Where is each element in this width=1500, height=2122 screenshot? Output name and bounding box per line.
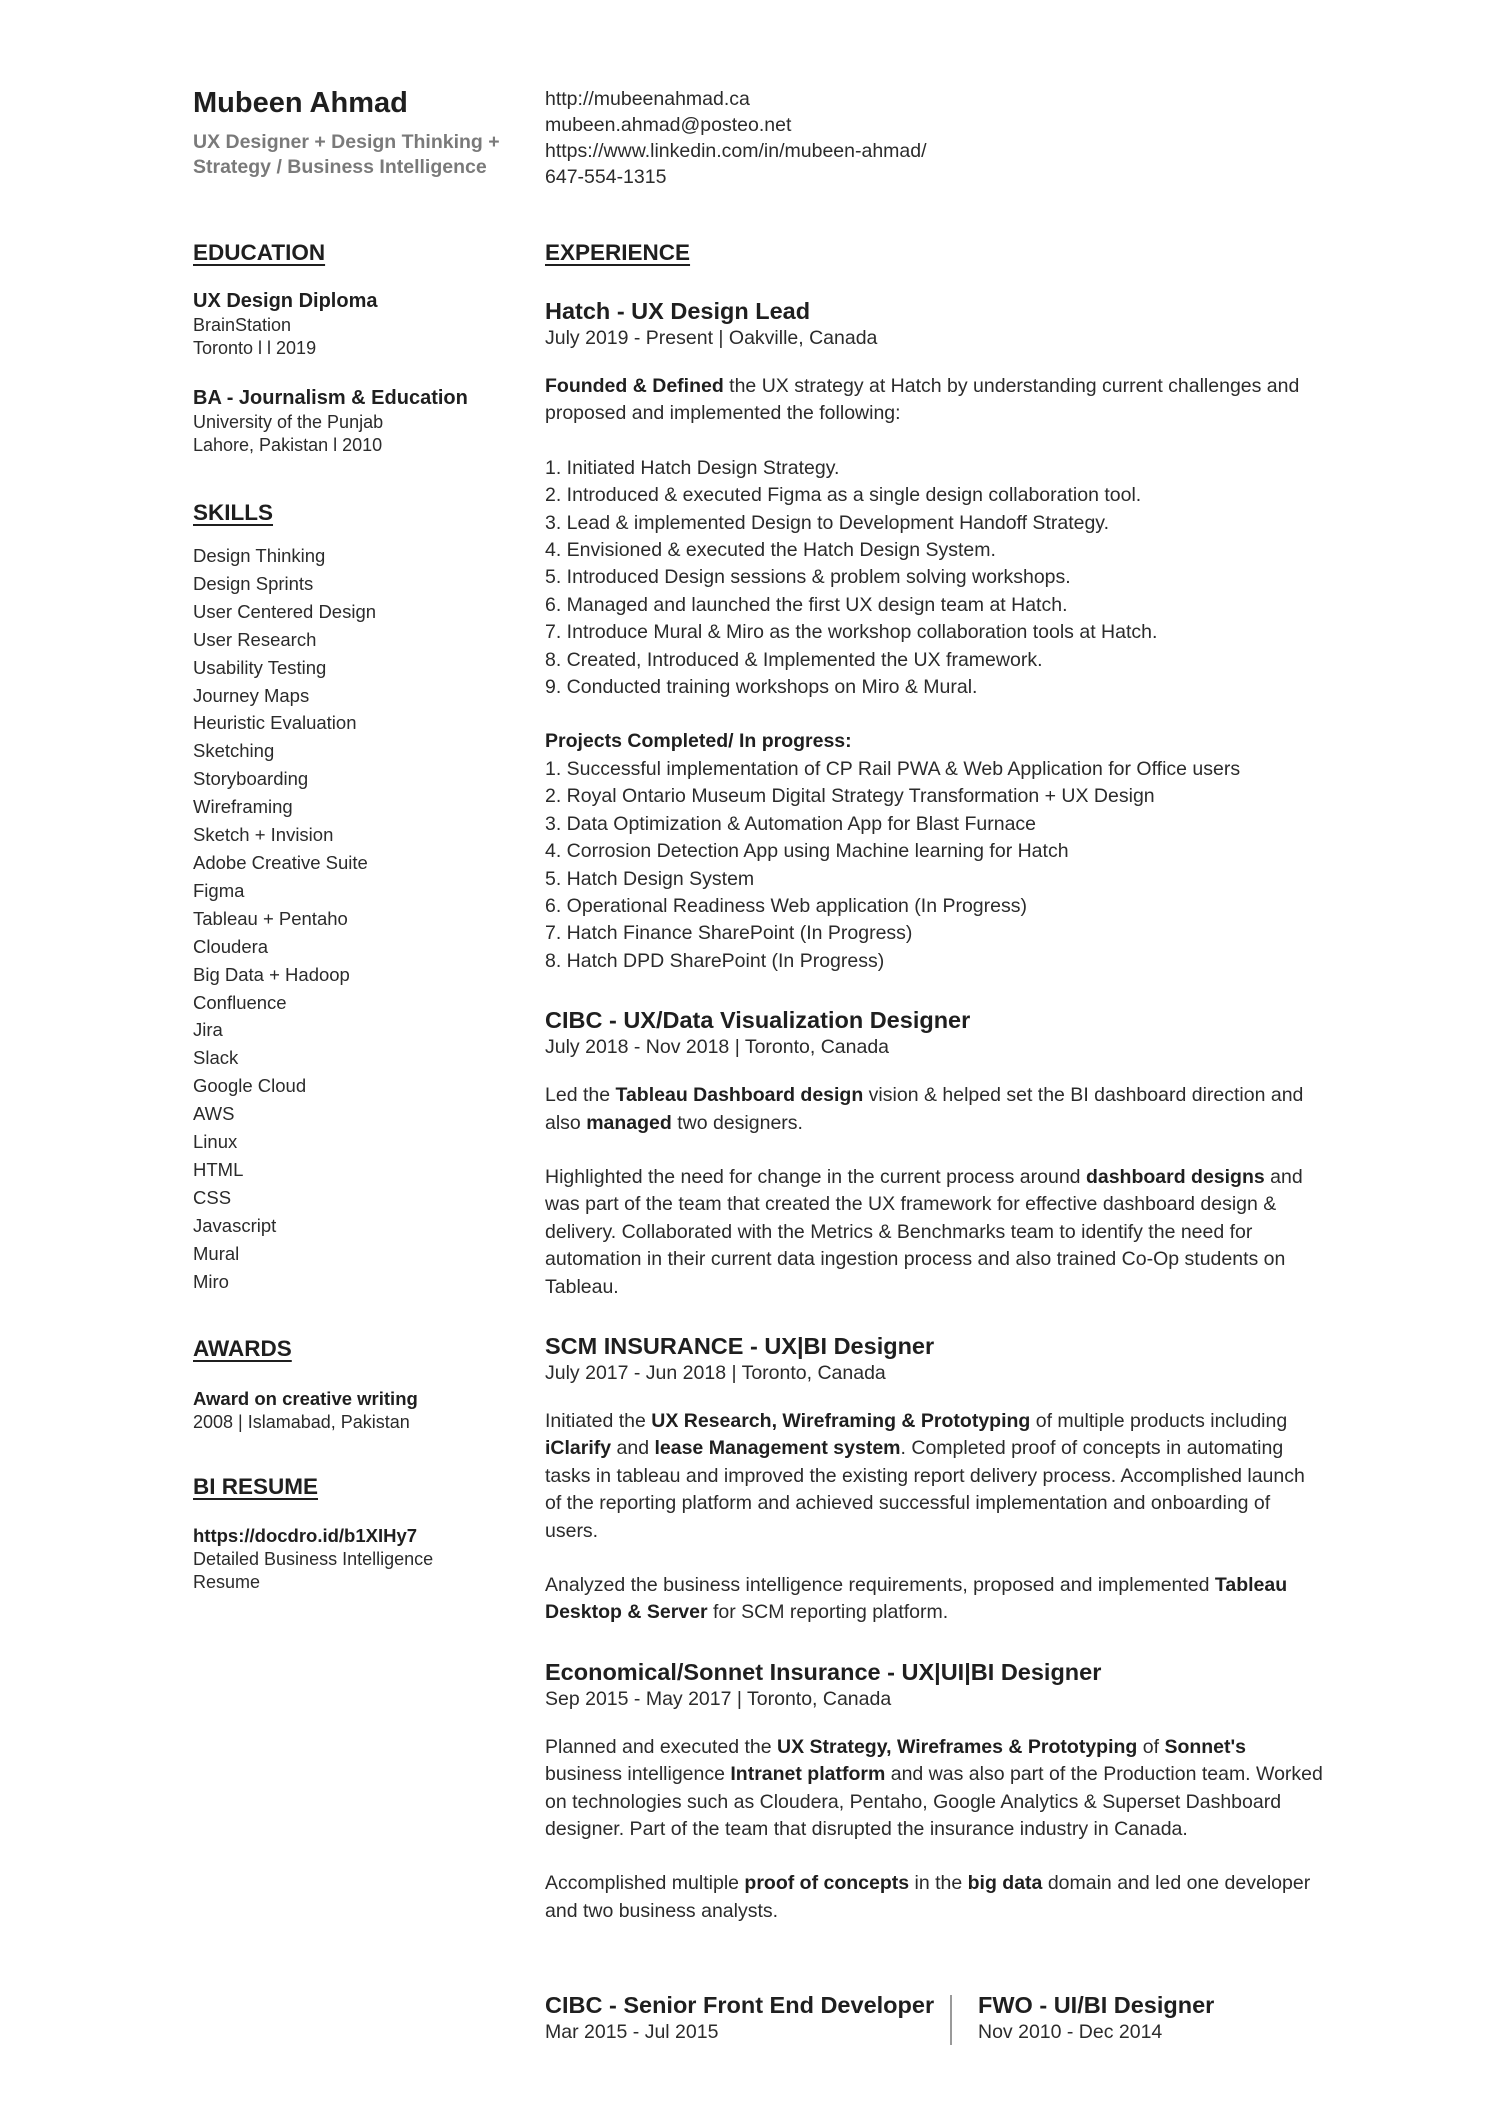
job-cibc-developer xyxy=(545,1990,934,2045)
job-scm xyxy=(545,1331,1325,1627)
skill-item: Wireframing xyxy=(193,796,293,818)
job-meta: July 2017 - Jun 2018 | Toronto, Canada xyxy=(545,1361,886,1384)
skill-item: Sketching xyxy=(193,740,275,762)
skills-section xyxy=(193,500,523,1295)
skills-heading: SKILLS xyxy=(193,500,274,525)
tagline-line: Strategy / Business Intelligence xyxy=(193,156,487,178)
project-item: 5. Hatch Design System xyxy=(545,867,755,890)
job-title: Hatch - UX Design Lead xyxy=(545,298,811,324)
header-identity xyxy=(193,84,513,180)
tagline xyxy=(193,130,513,180)
skill-item: Linux xyxy=(193,1131,238,1153)
emphasis: UX Research, Wireframing & Prototyping xyxy=(651,1409,1031,1432)
skill-item: Sketch + Invision xyxy=(193,824,334,846)
achievement-item: 8. Created, Introduced & Implemented the UX framework. xyxy=(545,648,1043,671)
emphasis: lease Management system xyxy=(654,1437,901,1460)
text: of multiple products including xyxy=(1030,1409,1288,1432)
email-link[interactable]: mubeen.ahmad@posteo.net xyxy=(545,114,792,136)
award-item xyxy=(193,1387,523,1434)
award-meta: 2008 | Islamabad, Pakistan xyxy=(193,1412,410,1432)
project-item: 1. Successful implementation of CP Rail PWA & Web Application for Office users xyxy=(545,757,1241,780)
text: Highlighted the need for change in the current process around xyxy=(545,1165,1086,1188)
earlier-roles-row xyxy=(545,1990,1325,2050)
bi-resume-description: Detailed Business Intelligence Resume xyxy=(193,1549,434,1592)
contact-block xyxy=(545,86,1245,190)
skill-item: Mural xyxy=(193,1242,240,1264)
projects-heading: Projects Completed/ In progress: xyxy=(545,730,852,753)
job-summary xyxy=(545,373,1325,428)
job-paragraph xyxy=(545,1870,1325,1925)
phone-number: 647-554-1315 xyxy=(545,166,667,188)
text: business intelligence xyxy=(545,1763,731,1786)
school-name: BrainStation xyxy=(193,315,292,335)
skill-item: Confluence xyxy=(193,991,287,1013)
experience-heading: EXPERIENCE xyxy=(545,240,691,265)
text: and xyxy=(611,1437,655,1460)
bi-resume-section xyxy=(193,1474,523,1594)
skill-item: Javascript xyxy=(193,1214,277,1236)
skill-item: Heuristic Evaluation xyxy=(193,712,357,734)
experience-section xyxy=(545,240,1325,1925)
text: Initiated the xyxy=(545,1409,652,1432)
vertical-divider xyxy=(950,1995,952,2045)
school-place: Lahore, Pakistan l 2010 xyxy=(193,435,383,455)
achievement-item: 2. Introduced & executed Figma as a single design collaboration tool. xyxy=(545,484,1142,507)
education-heading: EDUCATION xyxy=(193,240,326,265)
job-paragraph xyxy=(545,1164,1325,1301)
project-item: 2. Royal Ontario Museum Digital Strategy Transformation + UX Design xyxy=(545,785,1155,808)
project-item: 7. Hatch Finance SharePoint (In Progress) xyxy=(545,922,913,945)
candidate-name: Mubeen Ahmad xyxy=(193,87,408,119)
text: . Completed proof of concepts in automating tasks in tableau and improved the existing report delivery process. Accomplished launch of the reporting platform and achieved successful implementation and onboarding of users. xyxy=(545,1437,1305,1542)
skill-item: Design Sprints xyxy=(193,572,314,594)
awards-heading: AWARDS xyxy=(193,1336,292,1361)
skill-item: Big Data + Hadoop xyxy=(193,963,350,985)
education-item xyxy=(193,289,523,360)
school-name: University of the Punjab xyxy=(193,412,384,432)
achievement-item: 3. Lead & implemented Design to Development Handoff Strategy. xyxy=(545,511,1110,534)
job-meta: July 2019 - Present | Oakville, Canada xyxy=(545,327,878,349)
skill-item: CSS xyxy=(193,1186,232,1208)
emphasis: iClarify xyxy=(545,1437,612,1460)
education-section xyxy=(193,240,523,457)
project-item: 3. Data Optimization & Automation App for Blast Furnace xyxy=(545,812,1037,835)
award-title: Award on creative writing xyxy=(193,1388,418,1409)
emphasis: Tableau Desktop & Server xyxy=(545,1574,1288,1624)
job-cibc xyxy=(545,1005,1325,1301)
job-title: Economical/Sonnet Insurance - UX|UI|BI Designer xyxy=(545,1658,1102,1685)
project-item: 8. Hatch DPD SharePoint (In Progress) xyxy=(545,949,885,972)
skill-item: HTML xyxy=(193,1158,244,1180)
school-place: Toronto l l 2019 xyxy=(193,338,317,358)
emphasis: big data xyxy=(967,1872,1043,1895)
skill-item: Slack xyxy=(193,1047,239,1069)
text: and was also part of the Production team. Worked on technologies such as Cloudera, Pentaho, Google Analytics & Superset Dashboard designer. Part of the team that disrupted the insurance industry in Canada. xyxy=(545,1763,1323,1841)
hatch-achievements-list xyxy=(545,455,1325,702)
bi-resume-item xyxy=(193,1524,523,1594)
skill-item: Journey Maps xyxy=(193,684,310,706)
skill-item: AWS xyxy=(193,1103,235,1125)
text: for SCM reporting platform. xyxy=(707,1601,949,1624)
tagline-line: UX Designer + Design Thinking + xyxy=(193,131,500,153)
text: Planned and executed the xyxy=(545,1735,778,1758)
text: of xyxy=(1137,1735,1165,1758)
job-meta: Nov 2010 - Dec 2014 xyxy=(978,2021,1163,2043)
job-paragraph xyxy=(545,1572,1325,1627)
job-meta: July 2018 - Nov 2018 | Toronto, Canada xyxy=(545,1036,890,1059)
degree-title: BA - Journalism & Education xyxy=(193,387,468,409)
emphasis: dashboard designs xyxy=(1085,1165,1265,1188)
achievement-item: 1. Initiated Hatch Design Strategy. xyxy=(545,456,840,479)
skills-list xyxy=(193,542,523,1295)
project-item: 4. Corrosion Detection App using Machine learning for Hatch xyxy=(545,840,1069,863)
text: domain and led one developer and two business analysts. xyxy=(545,1872,1311,1922)
job-meta: Sep 2015 - May 2017 | Toronto, Canada xyxy=(545,1687,892,1710)
project-item: 6. Operational Readiness Web application (In Progress) xyxy=(545,894,1027,917)
education-item xyxy=(193,386,523,457)
job-paragraph xyxy=(545,1408,1325,1545)
achievement-item: 7. Introduce Mural & Miro as the workshop collaboration tools at Hatch. xyxy=(545,621,1158,644)
hatch-projects-list xyxy=(545,756,1325,975)
job-title: FWO - UI/BI Designer xyxy=(978,1992,1215,2018)
achievement-item: 5. Introduced Design sessions & problem solving workshops. xyxy=(545,566,1071,589)
skill-item: Usability Testing xyxy=(193,656,327,678)
achievement-item: 9. Conducted training workshops on Miro & Mural. xyxy=(545,676,978,699)
text: vision & helped set the BI dashboard direction and also xyxy=(545,1084,1304,1134)
achievement-item: 4. Envisioned & executed the Hatch Design System. xyxy=(545,539,996,562)
skill-item: Design Thinking xyxy=(193,545,326,566)
achievement-item: 6. Managed and launched the first UX design team at Hatch. xyxy=(545,593,1068,616)
emphasis: Founded & Defined xyxy=(545,375,724,397)
job-paragraph xyxy=(545,1734,1325,1844)
skill-item: Miro xyxy=(193,1270,229,1292)
degree-title: UX Design Diploma xyxy=(193,290,378,312)
job-paragraph xyxy=(545,1082,1325,1137)
text: in the xyxy=(909,1872,968,1895)
job-fwo xyxy=(978,1990,1214,2045)
bi-resume-link[interactable]: https://docdro.id/b1XIHy7 xyxy=(193,1525,418,1546)
text: Accomplished multiple xyxy=(545,1872,745,1895)
awards-section xyxy=(193,1336,523,1434)
emphasis: UX Strategy, Wireframes & Prototyping xyxy=(777,1735,1138,1758)
skill-item: User Research xyxy=(193,628,317,650)
skill-item: User Centered Design xyxy=(193,600,377,622)
emphasis: managed xyxy=(586,1111,672,1134)
skill-item: Tableau + Pentaho xyxy=(193,907,348,929)
job-title: CIBC - UX/Data Visualization Designer xyxy=(545,1007,971,1034)
job-sonnet xyxy=(545,1657,1325,1925)
emphasis: proof of concepts xyxy=(744,1872,910,1895)
skill-item: Storyboarding xyxy=(193,768,309,790)
job-hatch xyxy=(545,296,1325,975)
emphasis: Intranet platform xyxy=(730,1763,886,1786)
skill-item: Cloudera xyxy=(193,935,269,957)
job-meta: Mar 2015 - Jul 2015 xyxy=(545,2021,719,2043)
text: and was part of the team that created the UX framework for effective dashboard design & delivery. Collaborated with the Metrics & Benchmarks team to identify the need for automation in their current data ingestion process and also trained Co-Op students on Tableau. xyxy=(545,1165,1303,1298)
text: Led the xyxy=(545,1084,616,1107)
website-link[interactable]: http://mubeenahmad.ca xyxy=(545,88,750,110)
text: Analyzed the business intelligence requirements, proposed and implemented xyxy=(545,1574,1215,1596)
skill-item: Figma xyxy=(193,879,245,901)
emphasis: Tableau Dashboard design xyxy=(615,1084,864,1107)
linkedin-link[interactable]: https://www.linkedin.com/in/mubeen-ahmad/ xyxy=(545,140,927,162)
skill-item: Google Cloud xyxy=(193,1075,307,1097)
skill-item: Jira xyxy=(193,1019,223,1041)
skill-item: Adobe Creative Suite xyxy=(193,851,368,873)
summary-text: the UX strategy at Hatch by understanding current challenges and proposed and implemented the following: xyxy=(545,375,1300,425)
emphasis: Sonnet's xyxy=(1164,1735,1246,1758)
job-title: CIBC - Senior Front End Developer xyxy=(545,1992,935,2018)
text: two designers. xyxy=(671,1111,803,1134)
bi-resume-heading: BI RESUME xyxy=(193,1474,319,1499)
job-title: SCM INSURANCE - UX|BI Designer xyxy=(545,1332,935,1359)
